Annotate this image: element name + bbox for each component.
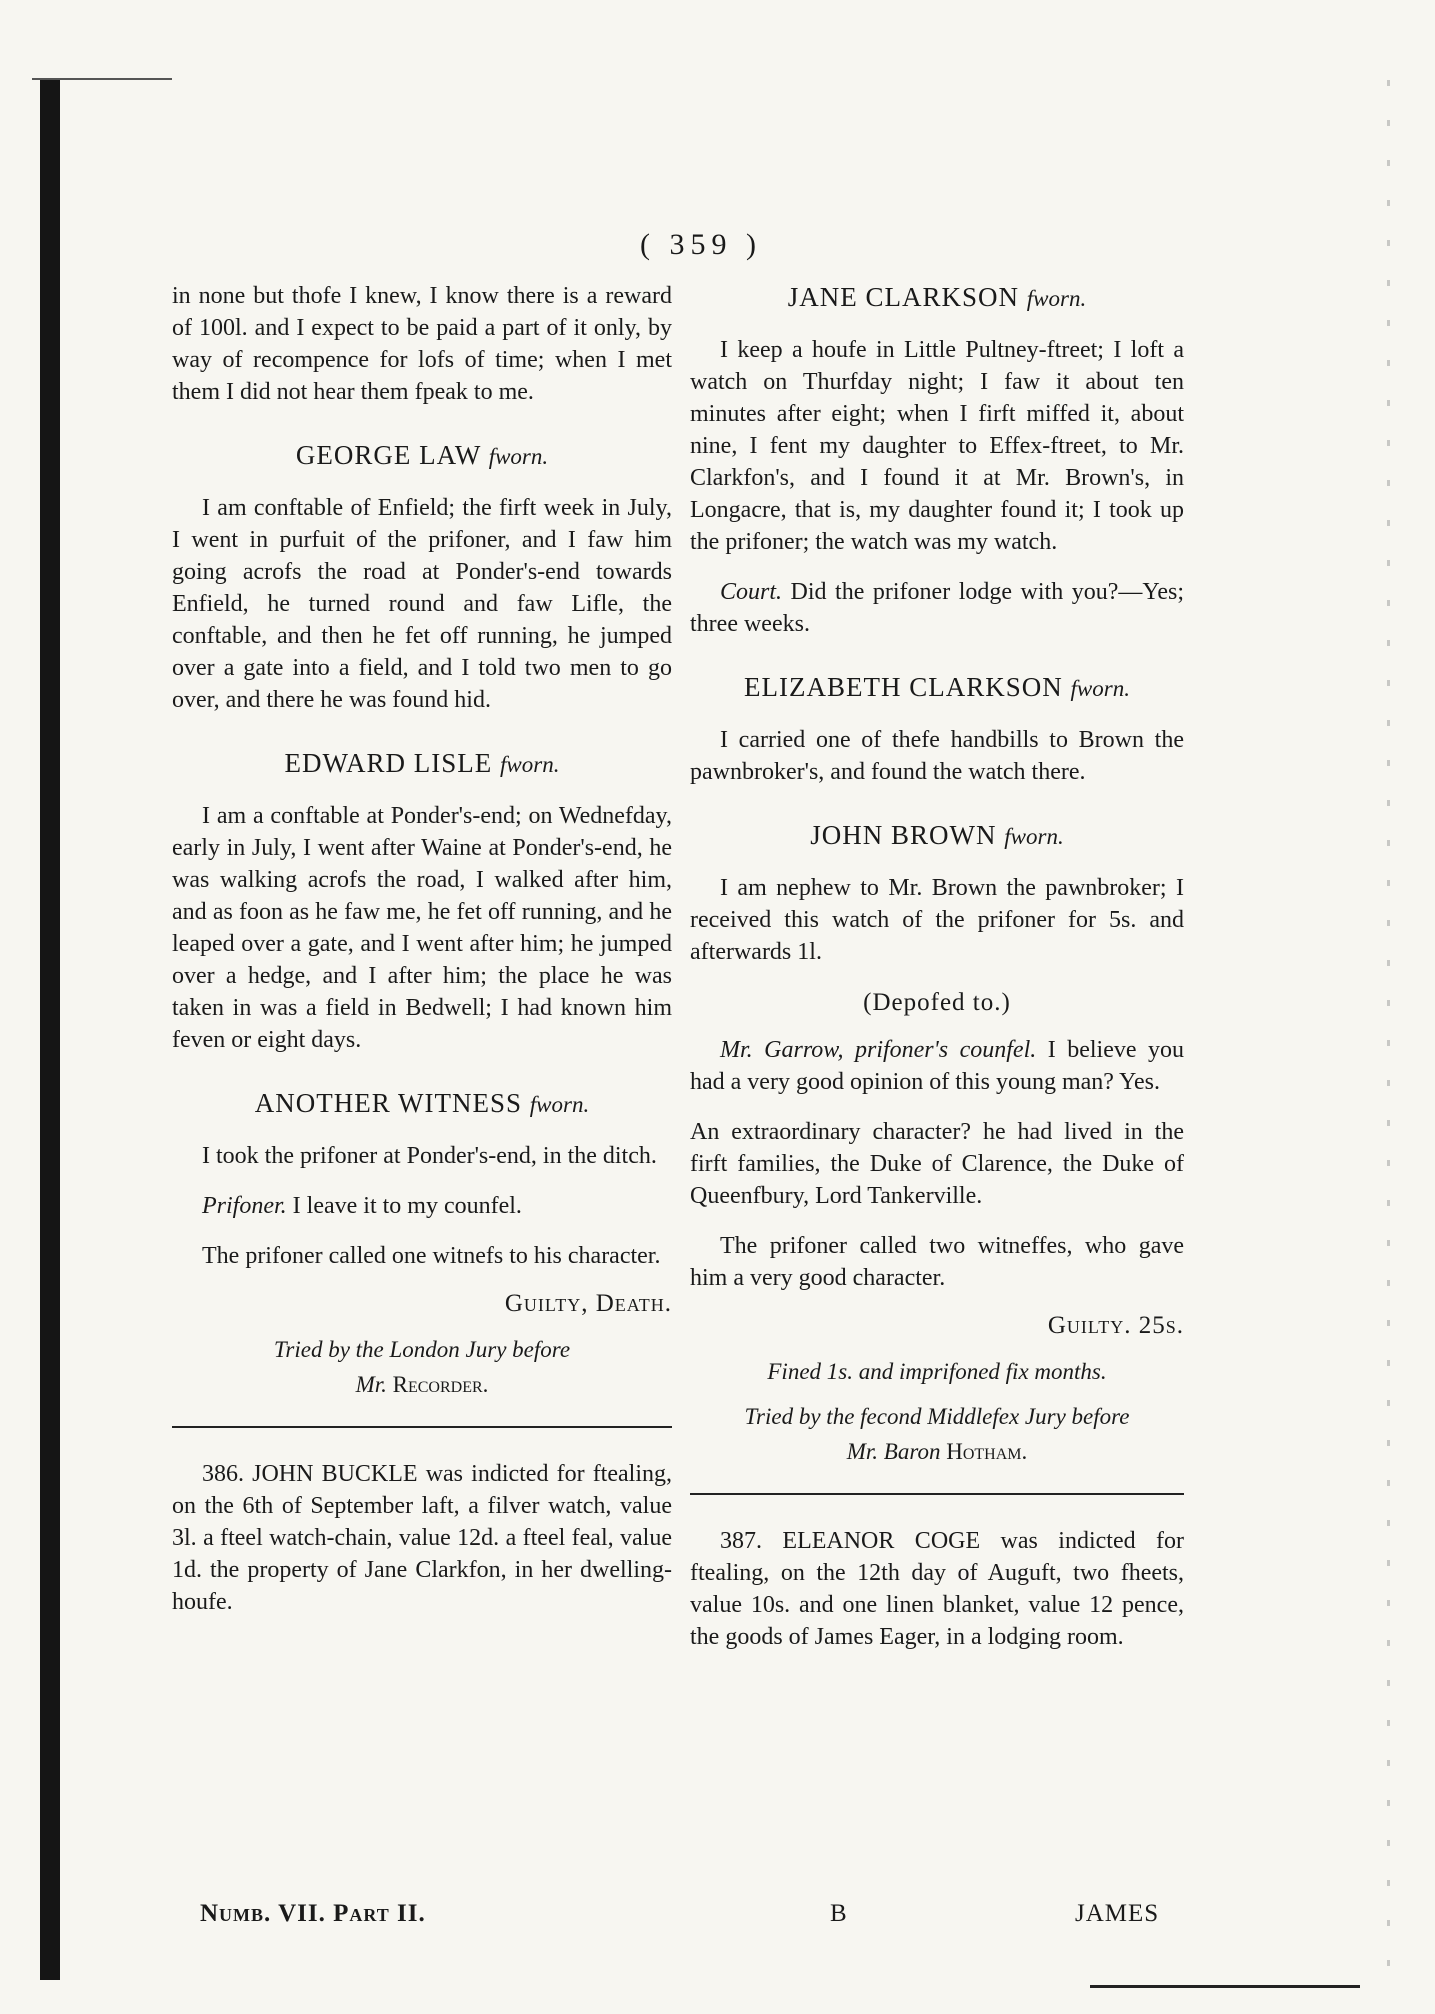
indictment-paragraph: 387. ELEANOR COGE was indicted for ftealing, on the 12th day of Auguft, two fheets, value 10s. and one linen blanket, value 12 pence, the goods of James Eager, in a lodging room. xyxy=(690,1528,1184,1650)
gathering-signature: B xyxy=(830,1900,847,1927)
page-number: ( 359 ) xyxy=(640,228,762,261)
paragraph: I took the prifoner at Ponder's-end, in the ditch. xyxy=(202,1143,657,1169)
paragraph: I am a conftable at Ponder's-end; on Wednefday, early in July, I went after Waine at Ponder's-end, he was walking acrofs the road, I walked after him, and as foon as he faw me, he fet off running, and he leaped over a gate, and I went after him; he jumped over a hedge, and I after him; the place he was taken in was a field in Bedwell; I had known him feven or eight days. xyxy=(172,803,672,1053)
paragraph: The prifoner called two witneffes, who gave him a very good character. xyxy=(690,1233,1184,1291)
paragraph: I carried one of thefe handbills to Brown the pawnbroker's, and found the watch there. xyxy=(690,727,1184,785)
sentence-note: Fined 1s. and imprifoned fix months. xyxy=(767,1359,1107,1384)
tried-note: Tried by the London Jury before xyxy=(273,1337,571,1362)
binding-shadow xyxy=(40,80,60,1980)
deposed-note: (Depofed to.) xyxy=(863,989,1011,1016)
paragraph: Mr. Garrow, prifoner's counfel. I believe you had a very good opinion of this young man? Yes. xyxy=(690,1037,1184,1095)
paragraph: The prifoner called one witnefs to his character. xyxy=(202,1243,661,1269)
right-column xyxy=(690,280,1184,1671)
tried-judge: Mr. Baron Hotham. xyxy=(846,1439,1028,1464)
witness-heading: ANOTHER WITNESS fworn. xyxy=(254,1088,590,1118)
tried-judge: Mr. Recorder. xyxy=(355,1372,489,1397)
witness-heading: JOHN BROWN fworn. xyxy=(810,820,1064,850)
paragraph: Prifoner. I leave it to my counfel. xyxy=(202,1193,522,1219)
indictment-paragraph: 386. JOHN BUCKLE was indicted for ftealing, on the 6th of September laft, a filver watch, value 3l. a fteel watch-chain, value 12d. a fteel feal, value 1d. the property of Jane Clarkfon, in her dwelling-houfe. xyxy=(172,1461,672,1615)
section-divider xyxy=(172,1426,672,1428)
paragraph: I am nephew to Mr. Brown the pawnbroker; I received this watch of the prifoner for 5s. and afterwards 1l. xyxy=(690,875,1184,965)
paragraph: I am conftable of Enfield; the firft week in July, I went in purfuit of the prifoner, and I faw him going acrofs the road at Ponder's-end towards Enfield, he turned round and faw Lifle, the conftable, and then he fet off running, he jumped over a gate into a field, and I told two men to go over, and there he was found hid. xyxy=(172,495,672,713)
verdict: Guilty, Death. xyxy=(504,1290,672,1317)
paragraph: in none but thofe I knew, I know there is a reward of 100l. and I expect to be paid a part of it only, by way of recompence for lofs of time; when I met them I did not hear them fpeak to me. xyxy=(172,283,672,405)
signature-mark: Numb. VII. Part II. xyxy=(200,1900,426,1927)
left-column xyxy=(172,280,672,1636)
catchword: JAMES xyxy=(1075,1900,1160,1927)
witness-heading: ELIZABETH CLARKSON fworn. xyxy=(744,672,1130,702)
tried-note: Tried by the fecond Middlefex Jury before xyxy=(744,1404,1130,1429)
paragraph: I keep a houfe in Little Pultney-ftreet; I loft a watch on Thurfday night; I faw it about ten minutes after eight; when I firft miffed it, about nine, I fent my daughter to Effex-ftreet, to Mr. Clarkfon's, and I found it at Mr. Brown's, in Longacre, that is, my daughter found it; I took up the prifoner; the watch was my watch. xyxy=(690,337,1184,555)
witness-heading: EDWARD LISLE fworn. xyxy=(284,748,560,778)
paragraph: Court. Did the prifoner lodge with you?—Yes; three weeks. xyxy=(690,579,1184,637)
witness-heading: GEORGE LAW fworn. xyxy=(295,440,549,470)
paragraph: An extraordinary character? he had lived in the firft families, the Duke of Clarence, the Duke of Queenfbury, Lord Tankerville. xyxy=(690,1119,1184,1209)
scan-edge-marks xyxy=(1387,80,1390,1980)
witness-heading: JANE CLARKSON fworn. xyxy=(787,282,1087,312)
verdict: Guilty. 25s. xyxy=(1047,1312,1184,1339)
section-divider xyxy=(690,1493,1184,1495)
bottom-edge-line xyxy=(1090,1985,1360,1988)
